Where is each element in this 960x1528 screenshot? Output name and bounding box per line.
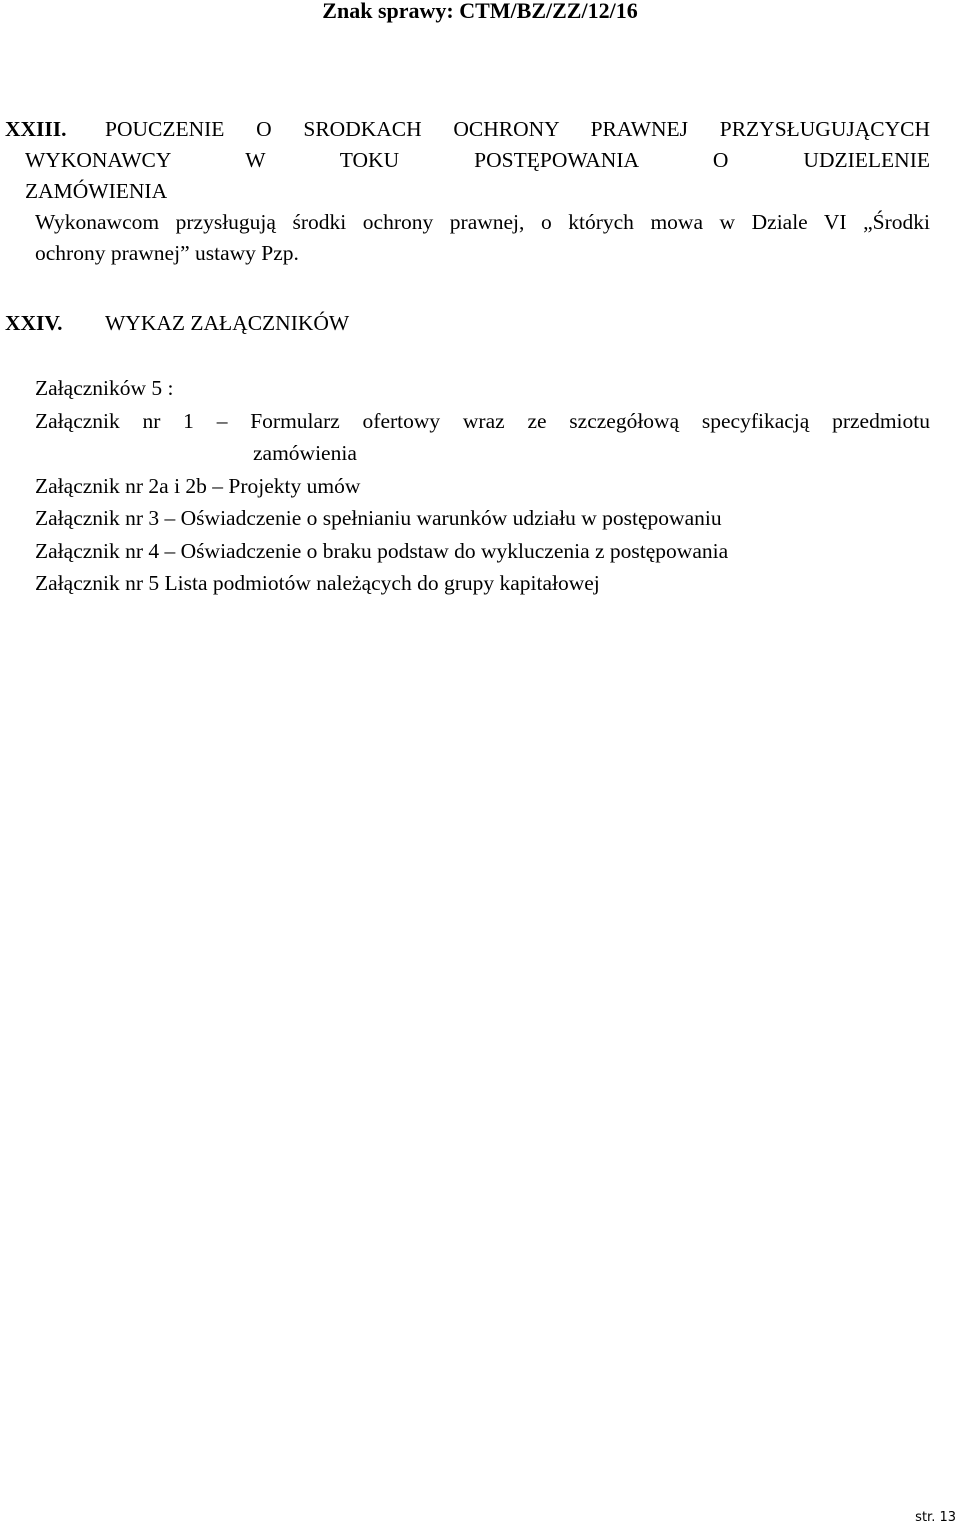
list-item: Załącznik nr 3 – Oświadczenie o spełnianiu warunków udziału w postępowaniu [35,506,722,530]
section-body-text: ochrony prawnej” ustawy Pzp. [35,241,299,265]
section-heading [5,114,930,145]
attachment-count: Załączników 5 : [35,376,174,400]
page-number: str. 13 [915,1510,956,1525]
section-title: WYKAZ ZAŁĄCZNIKÓW [105,311,350,335]
section-title-line: WYKONAWCY W TOKU POSTĘPOWANIA O UDZIELENIE [25,148,930,172]
section-number: XXIV. [5,311,63,335]
section-heading [5,308,930,339]
case-number-header: Znak sprawy: CTM/BZ/ZZ/12/16 [322,0,638,23]
list-item: Załącznik nr 2a i 2b – Projekty umów [35,473,361,498]
attachment-list [35,372,930,600]
section-title-line: ZAMÓWIENIA [25,179,168,203]
section-title-line: POUCZENIE O SRODKACH OCHRONY PRAWNEJ PRZYSŁUGUJĄCYCH [105,117,930,141]
list-item: Załącznik nr 4 – Oświadczenie o braku podstaw do wykluczenia z postępowania [35,538,729,563]
section-body-text: Wykonawcom przysługują środki ochrony prawnej, o których mowa w Dziale VI „Środki [35,210,930,234]
section-number: XXIII. [5,117,67,141]
list-item: Załącznik nr 1 – Formularz ofertowy wraz ze szczegółową specyfikacją przedmiotu [35,408,930,433]
list-item: Załącznik nr 5 Lista podmiotów należących do grupy kapitałowej [35,571,600,595]
section-remedies [5,114,930,269]
section-attachments [5,308,930,339]
list-item-continuation: zamówienia [253,441,357,465]
